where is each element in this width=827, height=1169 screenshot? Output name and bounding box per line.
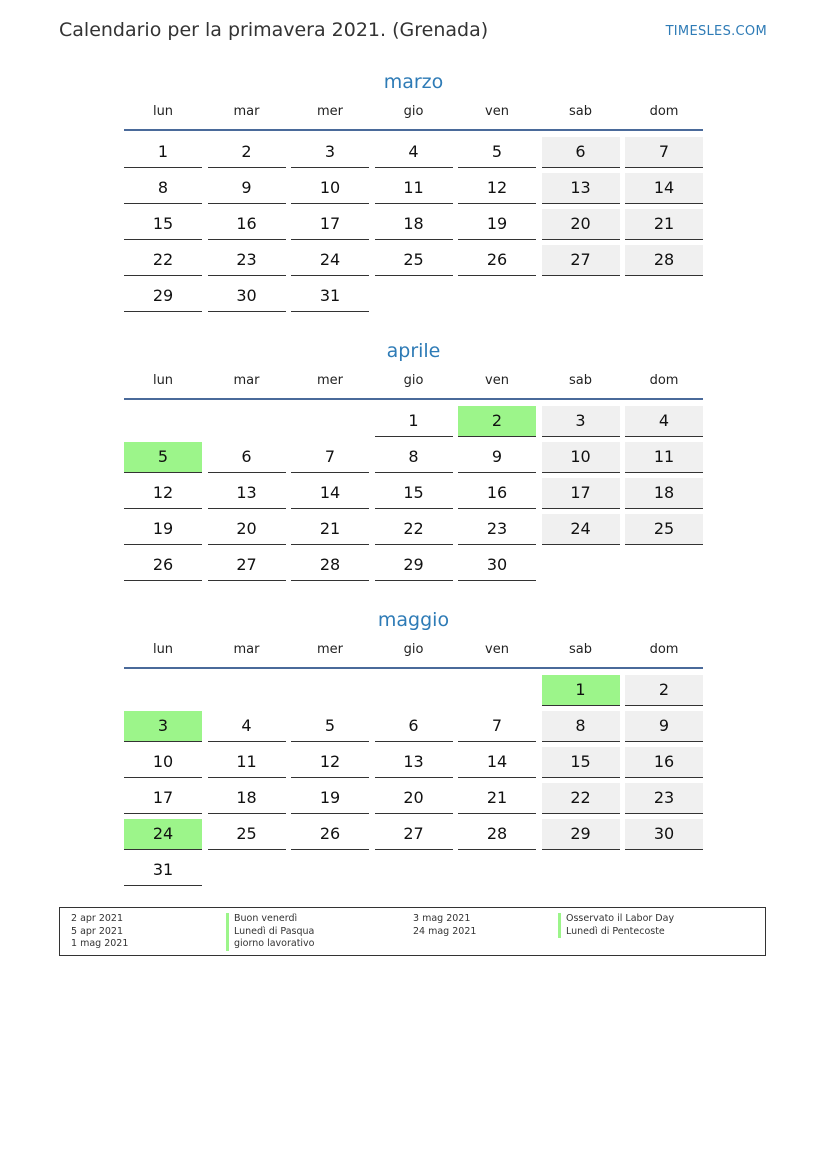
empty-day-cell [458,675,536,705]
day-grid [124,675,703,891]
day-cell[interactable]: 12 [124,478,202,509]
day-cell[interactable]: 7 [625,137,703,168]
day-cell[interactable]: 22 [375,514,453,545]
day-cell[interactable]: 17 [124,783,202,814]
day-cell[interactable]: 24 [291,245,369,276]
day-cell[interactable]: 15 [375,478,453,509]
legend-name: Buon venerdì [226,913,315,926]
holiday-day-cell[interactable]: 5 [124,442,202,473]
day-cell[interactable]: 21 [291,514,369,545]
weekday-label: sab [569,104,592,119]
page-title: Calendario per la primavera 2021. (Grenada) [59,19,489,41]
day-cell[interactable]: 12 [458,173,536,204]
week-row [124,478,703,514]
day-cell[interactable]: 13 [542,173,620,204]
week-row [124,406,703,442]
day-cell[interactable]: 15 [124,209,202,240]
day-cell[interactable]: 17 [291,209,369,240]
day-cell[interactable]: 23 [625,783,703,814]
weekday-label: lun [152,373,174,388]
legend-date: 3 mag 2021 [413,913,471,924]
legend-dates-left [71,913,128,951]
empty-day-cell [208,675,286,705]
day-cell[interactable]: 7 [458,711,536,742]
day-cell[interactable]: 24 [542,514,620,545]
day-cell[interactable]: 27 [542,245,620,276]
day-cell[interactable]: 19 [124,514,202,545]
month-aprile [124,337,703,586]
legend-name: Lunedì di Pentecoste [558,926,674,939]
day-cell[interactable]: 22 [542,783,620,814]
empty-day-cell [542,855,620,885]
month-name: marzo [383,71,444,93]
day-cell[interactable]: 5 [458,137,536,168]
day-cell[interactable]: 19 [458,209,536,240]
day-cell[interactable]: 28 [458,819,536,850]
day-cell[interactable]: 16 [625,747,703,778]
legend-names-right [558,913,674,938]
day-cell[interactable]: 1 [124,137,202,168]
day-cell[interactable]: 26 [291,819,369,850]
day-cell[interactable]: 29 [124,281,202,312]
empty-day-cell [458,855,536,885]
holiday-day-cell[interactable]: 3 [124,711,202,742]
day-cell[interactable]: 31 [124,855,202,886]
empty-day-cell [625,855,703,885]
day-cell[interactable]: 25 [208,819,286,850]
day-cell[interactable]: 18 [208,783,286,814]
day-cell[interactable]: 11 [625,442,703,473]
day-cell[interactable]: 16 [208,209,286,240]
day-cell[interactable]: 11 [375,173,453,204]
day-cell[interactable]: 4 [208,711,286,742]
month-maggio [124,606,703,891]
day-cell[interactable]: 23 [208,245,286,276]
week-row [124,783,703,819]
day-cell[interactable]: 30 [458,550,536,581]
week-row [124,711,703,747]
day-cell[interactable]: 20 [375,783,453,814]
day-cell[interactable]: 28 [625,245,703,276]
weekday-label: lun [152,642,174,657]
day-cell[interactable]: 21 [625,209,703,240]
day-cell[interactable]: 10 [124,747,202,778]
day-cell[interactable]: 14 [291,478,369,509]
legend-date: 5 apr 2021 [71,925,124,937]
day-cell[interactable]: 30 [208,281,286,312]
weekday-label: mer [316,373,343,388]
week-row [124,245,703,281]
day-cell[interactable]: 27 [375,819,453,850]
empty-day-cell [124,675,202,705]
day-grid [124,406,703,586]
day-cell[interactable]: 28 [291,550,369,581]
week-row [124,855,703,891]
day-cell[interactable]: 1 [375,406,453,437]
day-cell[interactable]: 22 [124,245,202,276]
weekday-label: dom [649,642,679,657]
day-cell[interactable]: 7 [291,442,369,473]
weekday-label: gio [403,642,424,657]
day-cell[interactable]: 6 [375,711,453,742]
day-grid [124,137,703,317]
day-cell[interactable]: 2 [208,137,286,168]
day-cell[interactable]: 18 [375,209,453,240]
day-cell[interactable]: 3 [542,406,620,437]
legend-dates-right [413,913,476,938]
holiday-legend [59,907,766,956]
day-cell[interactable]: 3 [291,137,369,168]
weekday-label: mer [316,104,343,119]
empty-day-cell [542,281,620,311]
weekday-label: mar [233,104,260,119]
legend-name: Osservato il Labor Day [558,913,674,926]
day-cell[interactable]: 13 [208,478,286,509]
week-row [124,173,703,209]
legend-name: giorno lavorativo [226,938,315,951]
day-cell[interactable]: 25 [625,514,703,545]
day-cell[interactable]: 26 [124,550,202,581]
brand-link[interactable]: TIMESLES.COM [665,24,767,39]
empty-day-cell [625,550,703,580]
empty-day-cell [625,281,703,311]
week-row [124,550,703,586]
legend-names-left [226,913,315,951]
month-name: maggio [377,609,450,631]
day-cell[interactable]: 27 [208,550,286,581]
legend-date: 2 apr 2021 [71,913,124,924]
empty-day-cell [208,855,286,885]
day-cell[interactable]: 9 [625,711,703,742]
weekday-label: sab [569,373,592,388]
day-cell[interactable]: 2 [625,675,703,706]
empty-day-cell [291,675,369,705]
holiday-day-cell[interactable]: 2 [458,406,536,437]
weekday-label: dom [649,373,679,388]
empty-day-cell [375,281,453,311]
empty-day-cell [375,675,453,705]
day-cell[interactable]: 29 [542,819,620,850]
day-cell[interactable]: 9 [208,173,286,204]
legend-name: Lunedì di Pasqua [226,926,315,939]
empty-day-cell [291,855,369,885]
weekday-label: mar [233,373,260,388]
weekday-label: ven [485,642,509,657]
empty-day-cell [542,550,620,580]
day-cell[interactable]: 30 [625,819,703,850]
legend-date: 24 mag 2021 [413,925,477,937]
day-cell[interactable]: 8 [542,711,620,742]
weekday-label: gio [403,373,424,388]
month-marzo [124,68,703,317]
day-cell[interactable]: 16 [458,478,536,509]
week-row [124,442,703,478]
day-cell[interactable]: 26 [458,245,536,276]
week-row [124,747,703,783]
empty-day-cell [291,406,369,436]
day-cell[interactable]: 25 [375,245,453,276]
week-row [124,281,703,317]
weekday-header [124,100,703,124]
month-name: aprile [386,340,441,362]
week-row [124,819,703,855]
day-cell[interactable]: 17 [542,478,620,509]
day-cell[interactable]: 6 [208,442,286,473]
weekday-label: mer [316,642,343,657]
holiday-day-cell[interactable]: 24 [124,819,202,850]
day-cell[interactable]: 31 [291,281,369,312]
weekday-header [124,638,703,662]
day-cell[interactable]: 11 [208,747,286,778]
day-cell[interactable]: 29 [375,550,453,581]
weekday-header [124,369,703,393]
day-cell[interactable]: 23 [458,514,536,545]
day-cell[interactable]: 19 [291,783,369,814]
day-cell[interactable]: 15 [542,747,620,778]
week-row [124,209,703,245]
empty-day-cell [208,406,286,436]
header-divider [124,129,703,131]
day-cell[interactable]: 18 [625,478,703,509]
week-row [124,514,703,550]
weekday-label: ven [485,373,509,388]
empty-day-cell [124,406,202,436]
day-cell[interactable]: 8 [375,442,453,473]
day-cell[interactable]: 9 [458,442,536,473]
weekday-label: ven [485,104,509,119]
day-cell[interactable]: 10 [291,173,369,204]
day-cell[interactable]: 10 [542,442,620,473]
day-cell[interactable]: 20 [208,514,286,545]
day-cell[interactable]: 14 [458,747,536,778]
weekday-label: dom [649,104,679,119]
week-row [124,675,703,711]
header-divider [124,667,703,669]
weekday-label: mar [233,642,260,657]
legend-date: 1 mag 2021 [71,938,129,949]
header-divider [124,398,703,400]
day-cell[interactable]: 21 [458,783,536,814]
day-cell[interactable]: 6 [542,137,620,168]
day-cell[interactable]: 13 [375,747,453,778]
empty-day-cell [458,281,536,311]
day-cell[interactable]: 12 [291,747,369,778]
day-cell[interactable]: 5 [291,711,369,742]
weekday-label: lun [152,104,174,119]
day-cell[interactable]: 4 [375,137,453,168]
empty-day-cell [375,855,453,885]
day-cell[interactable]: 14 [625,173,703,204]
holiday-day-cell[interactable]: 1 [542,675,620,706]
day-cell[interactable]: 4 [625,406,703,437]
weekday-label: gio [403,104,424,119]
weekday-label: sab [569,642,592,657]
day-cell[interactable]: 8 [124,173,202,204]
week-row [124,137,703,173]
day-cell[interactable]: 20 [542,209,620,240]
